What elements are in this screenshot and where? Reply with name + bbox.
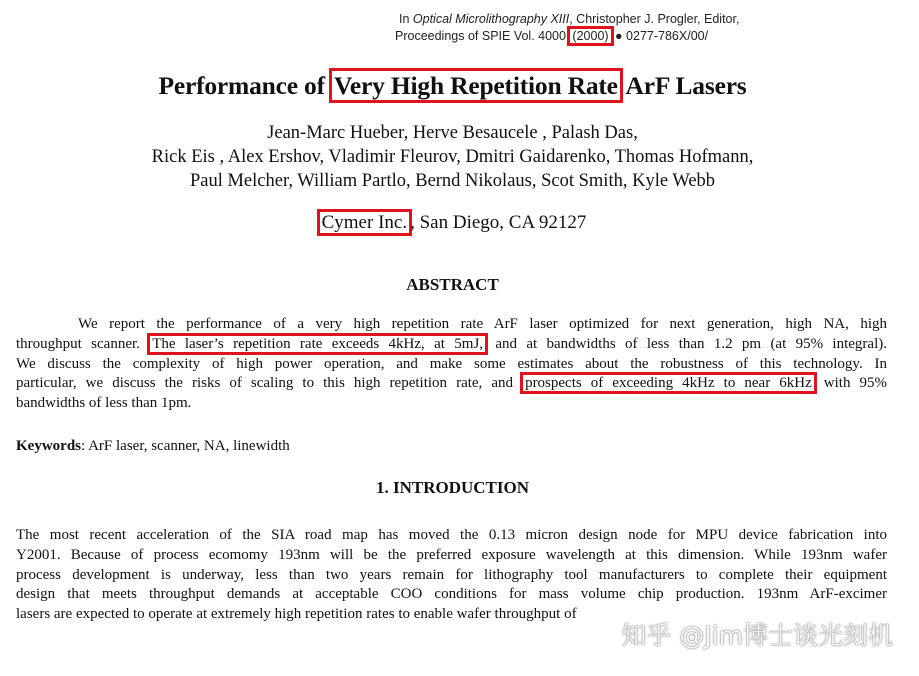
- author-list: [0, 121, 905, 193]
- citation-header: [395, 11, 805, 44]
- book-title: Optical Microlithography XIII: [412, 12, 570, 26]
- intro-line: design that meets throughput demands at acceptable COO conditions for mass volume chip production. 193nm ArF-excimer: [16, 586, 887, 603]
- introduction-body: [16, 526, 887, 625]
- abstract-line: bandwidths of less than 1pm.: [16, 395, 192, 412]
- watermark: 知乎 @Jim博士谈光刻机: [621, 621, 893, 650]
- introduction-heading: 1. INTRODUCTION: [375, 478, 530, 497]
- abstract-heading: ABSTRACT: [406, 275, 499, 294]
- intro-line: Y2001. Because of process ecomomy 193nm will be the preferred exposure wavelength at this dimension. While 193nm wafer: [16, 546, 887, 563]
- intro-line: lasers are expected to operate at extremely high repetition rates to enable wafer throughput of: [16, 606, 577, 623]
- abstract-line: throughput scanner. The laser’s repetition rate exceeds 4kHz, at 5mJ, and at bandwidths of less than 1.2 pm (at 95% integral).: [16, 335, 887, 355]
- keywords: [16, 436, 290, 456]
- affiliation: Cymer Inc. , San Diego, CA 92127: [0, 209, 905, 237]
- repetition-rate-highlight: The laser’s repetition rate exceeds 4kHz, at 5mJ,: [147, 333, 488, 355]
- prospects-highlight: prospects of exceeding 4kHz to near 6kHz: [520, 372, 817, 394]
- abstract-line: We discuss the complexity of high power operation, and make some estimates about the robustness of this technology. In: [16, 355, 887, 372]
- intro-line: process development is underway, less than two years remain for lithography tool manufacturers to complete their equipment: [16, 566, 887, 583]
- year-highlight: (2000): [567, 26, 613, 46]
- abstract-line: We report the performance of a very high repetition rate ArF laser optimized for next generation, high NA, high: [78, 316, 887, 332]
- citation-line-1: In Optical Microlithography XIII, Christopher J. Progler, Editor,: [399, 12, 740, 26]
- paper-title: Performance of Very High Repetition Rate ArF Lasers: [0, 69, 905, 103]
- keywords-label: Keywords: [16, 438, 81, 454]
- author-line: Rick Eis , Alex Ershov, Vladimir Fleurov, Dmitri Gaidarenko, Thomas Hofmann,: [151, 147, 754, 167]
- title-highlight: Very High Repetition Rate: [329, 68, 623, 103]
- citation-line-2: Proceedings of SPIE Vol. 4000 (2000) ● 0277-786X/00/: [395, 28, 805, 45]
- abstract-body: [16, 315, 887, 414]
- keywords-text: : ArF laser, scanner, NA, linewidth: [81, 438, 290, 454]
- company-highlight: Cymer Inc.: [317, 209, 412, 236]
- author-line: Paul Melcher, William Partlo, Bernd Nikolaus, Scot Smith, Kyle Webb: [189, 171, 716, 191]
- author-line: Jean-Marc Hueber, Herve Besaucele , Palash Das,: [267, 123, 638, 143]
- intro-line: The most recent acceleration of the SIA road map has moved the 0.13 micron design node for MPU device fabrication into: [16, 527, 887, 543]
- abstract-line: particular, we discuss the risks of scaling to this high repetition rate, and prospects of exceeding 4kHz to near 6kHz with 95%: [16, 374, 887, 394]
